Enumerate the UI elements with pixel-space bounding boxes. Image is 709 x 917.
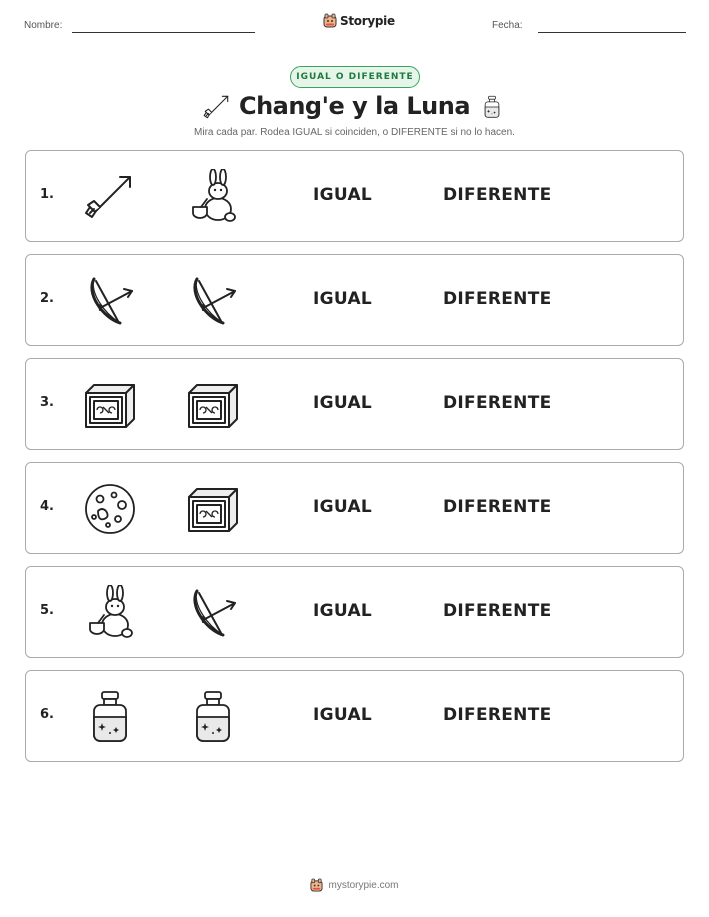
different-option[interactable]: DIFERENTE [443, 497, 552, 517]
same-option[interactable]: IGUAL [313, 705, 373, 725]
same-option[interactable]: IGUAL [313, 185, 373, 205]
row-number: 6. [40, 707, 54, 722]
row-number: 4. [40, 499, 54, 514]
potion-icon [480, 92, 504, 122]
potion-icon [480, 92, 504, 126]
exercise-row [25, 254, 684, 346]
row-number: 3. [40, 395, 54, 410]
potion-icon [82, 689, 138, 745]
page-title: Chang'e y la Luna [238, 92, 471, 120]
bow-icon [185, 273, 241, 329]
exercise-row [25, 150, 684, 242]
exercise-row [25, 566, 684, 658]
title-area [0, 92, 709, 126]
rabbit-icon [185, 169, 241, 225]
storypie-mascot-icon [310, 878, 323, 893]
brand-name: Storypie [340, 14, 395, 28]
name-label: Nombre: [24, 20, 63, 31]
same-option[interactable]: IGUAL [313, 393, 373, 413]
instructions: Mira cada par. Rodea IGUAL si coinciden, o DIFERENTE si no lo hacen. [194, 127, 515, 138]
same-option[interactable]: IGUAL [313, 289, 373, 309]
bow-icon [82, 273, 138, 329]
brand-logo [323, 13, 395, 29]
different-option[interactable]: DIFERENTE [443, 705, 552, 725]
activity-badge: IGUAL O DIFERENTE [290, 66, 420, 88]
exercise-row [25, 462, 684, 554]
date-label: Fecha: [492, 20, 523, 31]
footer-site[interactable]: mystorypie.com [328, 880, 399, 891]
exercise-row [25, 358, 684, 450]
chest-icon [185, 481, 241, 537]
moon-icon [82, 481, 138, 537]
different-option[interactable]: DIFERENTE [443, 601, 552, 621]
row-number: 2. [40, 291, 54, 306]
footer [0, 878, 709, 893]
chest-icon [82, 377, 138, 433]
different-option[interactable]: DIFERENTE [443, 185, 552, 205]
name-field-line[interactable] [72, 32, 255, 33]
rabbit-icon [82, 585, 138, 641]
different-option[interactable]: DIFERENTE [443, 289, 552, 309]
same-option[interactable]: IGUAL [313, 601, 373, 621]
date-field-line[interactable] [538, 32, 686, 33]
exercise-row [25, 670, 684, 762]
different-option[interactable]: DIFERENTE [443, 393, 552, 413]
same-option[interactable]: IGUAL [313, 497, 373, 517]
row-number: 1. [40, 187, 54, 202]
storypie-mascot-icon [323, 13, 337, 29]
potion-icon [185, 689, 241, 745]
row-number: 5. [40, 603, 54, 618]
chest-icon [185, 377, 241, 433]
bow-icon [185, 585, 241, 641]
arrow-icon [82, 169, 138, 225]
